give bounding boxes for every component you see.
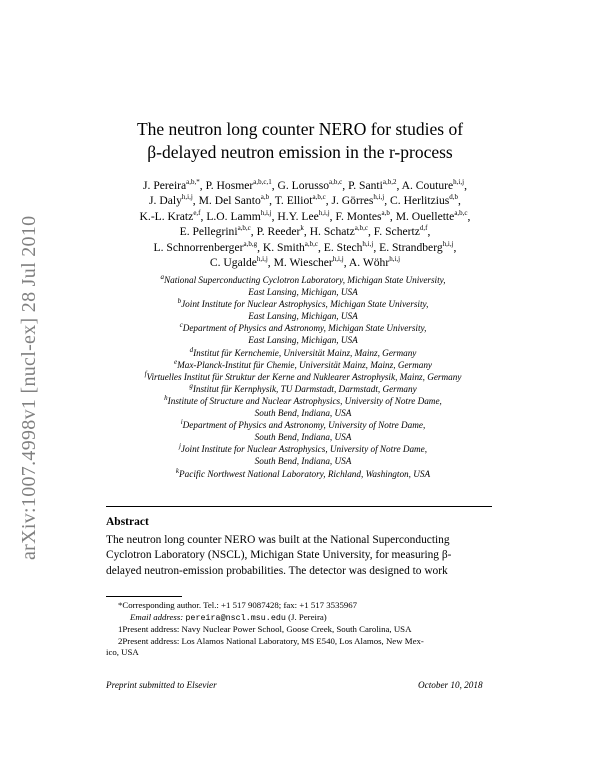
author-name: J. Pereira [143,179,187,192]
affiliation-mark: b [177,297,182,306]
author-name: K. Smith [262,240,305,254]
title-line-2: β-delayed neutron emission in the r-process [147,142,453,162]
author-affiliation-marks: a,b [260,193,270,202]
author-name: P. Reeder [256,225,301,239]
author-affiliation-marks: h,i,j [442,239,454,248]
affiliation-list [106,274,500,480]
author-affiliation-marks: d,f [419,224,428,233]
author-name: C. Herlitzius [390,194,450,208]
affiliation-line: $^k$Pacific Northwest National Laboratory, Richland, Washington, USA [175,466,431,479]
email-address[interactable]: pereira@nscl.msu.edu [185,612,286,623]
abstract-line: The neutron long counter NERO was built at the National Superconducting [106,534,450,546]
author-affiliation-marks: a,b,c [454,208,468,217]
author-affiliation-marks: a,b [381,208,390,217]
paper-title [0,118,600,164]
author-affiliation-marks: a,b,g [243,239,258,248]
author-name: A. Couture [401,179,454,192]
author-affiliation-marks: a,b,c [312,193,326,202]
author-name: C. Ugalde [209,256,257,270]
affiliation-line: $^d$Institut für Kernchemie, Universität Mainz, Mainz, Germany [189,345,417,358]
author-name: H.Y. Lee [277,209,319,223]
affiliation-mark: d [189,345,194,354]
abstract-top-rule [106,506,492,507]
affiliation-line: $^g$Institut für Kernphysik, TU Darmstadt, Darmstadt, Germany [189,381,417,394]
abstract-heading: Abstract [106,516,149,528]
author-line: K.-L. Kratz$^{e,f}$, L.O. Lamm$^{h,i,j}$, H.Y. Lee$^{h,i,j}$, F. Montes$^{a,b}$, M. Ouellette$^{a,b,c}$, [139,208,471,223]
affiliation-line: $^f$Virtuelles Institut für Struktur der Kerne and Nuklearer Astrophysik, Mainz, Germany [144,369,462,382]
affiliation-line: $^i$Department of Physics and Astronomy, University of Notre Dame, [180,418,426,431]
author-affiliation-marks: a,b,* [186,178,200,187]
author-name: J. Daly [149,194,182,208]
author-name: G. Lorusso [277,179,330,192]
author-affiliation-marks: a,b,c [354,224,368,233]
author-name: M. Del Santo [198,194,261,208]
affiliation-line: $^c$Department of Physics and Astronomy, Michigan State University, [179,321,427,334]
author-name: E. Pellegrini [179,225,238,239]
author-name: P. Santi [348,179,383,192]
author-name: L. Schnorrenberger [153,240,244,254]
abstract-body [106,533,492,579]
author-name: M. Wiescher [273,256,333,270]
author-affiliation-marks: h,i,j [318,208,330,217]
author-affiliation-marks: h,i,j [332,255,344,264]
affiliation-line: $^a$National Superconducting Cyclotron Laboratory, Michigan State University, [160,272,446,285]
affiliation-mark: f [144,369,147,378]
author-affiliation-marks: h,i,j [453,178,465,187]
footnote-corresponding: *Corresponding author. Tel.: +1 517 9087428; fax: +1 517 3535967 [118,600,358,610]
arxiv-stamp: arXiv:1007.4998v1 [nucl-ex] 28 Jul 2010 [18,215,40,560]
footnote-2-line-2: ico, USA [106,647,139,658]
affiliation-mark: h [164,393,168,402]
author-name: M. Ouellette [395,209,455,223]
email-label: Email address: [130,611,184,622]
affiliation-line: $^h$Institute of Structure and Nuclear Astrophysics, University of Notre Dame, [164,393,442,406]
author-line: E. Pellegrini$^{a,b,c}$, P. Reeder$^k$, H. Schatz$^{a,b,c}$, F. Schertz$^{d,f}$, [179,224,431,239]
author-name: J. Görres [331,194,374,208]
author-line: J. Pereira$^{a,b,*}$, P. Hosmer$^{a,b,c,1}$, G. Lorusso$^{a,b,c}$, P. Santi$^{a,b,2}$, A. Couture$^{h,i,j}$, [143,178,467,192]
footnote-email [106,612,492,625]
footnotes [106,600,492,659]
affiliation-line: South Bend, Indiana, USA [254,456,352,467]
affiliation-line: South Bend, Indiana, USA [254,408,352,419]
author-affiliation-marks: h,i,j [181,193,193,202]
author-line: L. Schnorrenberger$^{a,b,g}$, K. Smith$^{a,b,c}$, E. Stech$^{h,i,j}$, E. Strandberg$^{h,i,j}$, [153,239,457,254]
author-name: K.-L. Kratz [139,209,194,223]
abstract-line: Cyclotron Laboratory (NSCL), Michigan State University, for measuring β- [106,549,452,562]
author-affiliation-marks: h,i,j [256,255,268,264]
affiliation-mark: e [173,357,178,366]
affiliation-line: South Bend, Indiana, USA [254,432,352,443]
affiliation-line: $^b$Joint Institute for Nuclear Astrophysics, Michigan State University, [177,297,429,310]
author-name: F. Schertz [373,225,420,239]
author-affiliation-marks: e,f [193,208,201,217]
author-name: E. Strandberg [379,240,443,254]
author-affiliation-marks: a,b,c [329,178,343,187]
affiliation-line: East Lansing, Michigan, USA [248,287,358,298]
author-line: J. Daly$^{h,i,j}$, M. Del Santo$^{a,b}$, T. Elliot$^{a,b,c}$, J. Görres$^{h,i,j}$, C. Herlitzius$^{d,b}$, [149,193,461,208]
author-line: C. Ugalde$^{h,i,j}$, M. Wiescher$^{h,i,j}$, A. Wöhr$^{h,i,j}$ [209,255,401,270]
author-name: T. Elliot [274,194,313,208]
author-affiliation-marks: h,i,j [389,255,401,264]
abstract-line: delayed neutron-emission probabilities. The detector was designed to work [106,564,448,577]
author-affiliation-marks: h,i,j [362,239,374,248]
email-owner: (J. Pereira) [288,611,327,622]
affiliation-line: East Lansing, Michigan, USA [248,311,358,322]
affiliation-line: $^j$Joint Institute for Nuclear Astrophysics, University of Notre Dame, [178,442,428,455]
author-name: A. Wöhr [348,256,390,270]
author-affiliation-marks: a,b,c [237,224,251,233]
author-name: F. Montes [335,209,382,223]
author-affiliation-marks: d,b [449,193,459,202]
footnote-1: 1Present address: Navy Nuclear Power School, Goose Creek, South Carolina, USA [118,624,412,635]
footnote-rule [106,596,182,597]
affiliation-line: East Lansing, Michigan, USA [248,335,358,346]
author-name: P. Hosmer [205,179,254,192]
preprint-date: October 10, 2018 [418,680,483,690]
author-list [100,178,510,270]
affiliation-mark: k [175,466,180,475]
author-name: H. Schatz [309,225,355,239]
footnote-2-line-1: 2Present address: Los Alamos National Laboratory, MS E540, Los Alamos, New Mex- [118,635,424,646]
author-name: E. Stech [323,240,363,254]
author-affiliation-marks: a,b,c [304,239,318,248]
affiliation-line: $^e$Max-Planck-Institut für Chemie, Universität Mainz, Mainz, Germany [173,357,433,370]
author-affiliation-marks: a,b,2 [382,178,397,187]
author-affiliation-marks: h,i,j [260,208,272,217]
affiliation-mark: g [189,381,193,390]
affiliation-mark: j [178,442,181,451]
title-line-1: The neutron long counter NERO for studies of [136,119,464,139]
author-affiliation-marks: k [300,224,304,233]
author-affiliation-marks: a,b,c,1 [253,178,272,187]
affiliation-mark: c [179,321,183,330]
affiliation-mark: i [180,418,183,427]
preprint-note: Preprint submitted to Elsevier [106,680,217,690]
author-name: L.O. Lamm [206,209,261,223]
author-affiliation-marks: h,i,j [373,193,385,202]
affiliation-mark: a [160,272,164,281]
